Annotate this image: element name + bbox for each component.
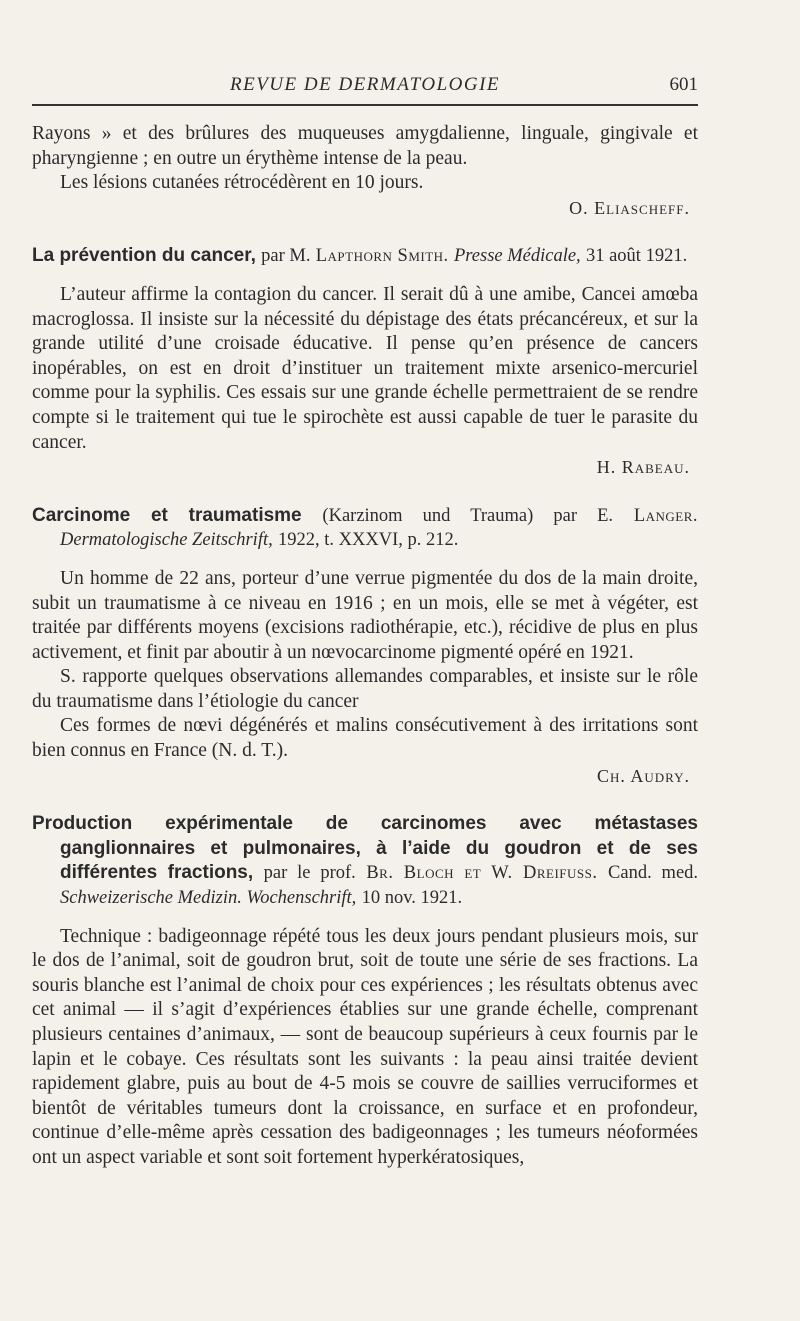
date: 31 août 1921. [585, 246, 688, 267]
date: 10 nov. 1921. [361, 888, 463, 909]
signature: O. Eliascheff. [569, 197, 690, 218]
article-paragraph: Ces formes de nœvi dégénérés et malins consécutivement à des irritations sont bien connus en France (N. d. T.). [32, 715, 698, 762]
intro-paragraph: Rayons » et des brûlures des muqueuses amygdalienne, linguale, gingivale et pharyngienne ; en outre un érythème intense de la peau. [32, 123, 698, 169]
journal: Schweizerische Medizin. Wochenschrift, [60, 888, 357, 909]
signature: Ch. Audry. [596, 765, 690, 786]
intro-paragraph-2: Les lésions cutanées rétrocédèrent en 10 jours. [60, 172, 424, 194]
article-title: Production expérimentale de carcinomes avec métastases ganglionnaires et pulmonaires, à l’aide du goudron et de ses différentes fractions, [32, 813, 698, 884]
signature: H. Rabeau. [596, 457, 690, 478]
article-title: Carcinome et traumatisme [32, 504, 302, 526]
journal: Presse Médicale, [453, 246, 581, 267]
running-title: REVUE DE DERMATOLOGIE [229, 74, 501, 95]
article-heading [32, 244, 698, 269]
article-2 [32, 504, 698, 789]
article-1 [32, 244, 698, 479]
subtitle: (Karzinom und Trauma) par E. [322, 505, 614, 526]
byline-prefix: par M. [261, 246, 311, 267]
article-paragraph: L’auteur affirme la contagion du cancer. Il serait dû à une amibe, Cancei amœba macroglossa. Il insiste sur la nécessité du dépistage des états précancéreux, et sur la grande utilité d’une croisade éducative. Il pense qu’en présence de cancers inopérables, on est en droit d’instituer un traitement mixte arsenico-mercuriel comme pour la syphilis. Ces essais sur une grande échelle permettraient de se rendre compte si le traitement qui tue le spirochète est aussi capable de tuer le parasite du cancer. [32, 283, 698, 453]
authors: Br. Bloch et W. Dreifuss. [366, 863, 598, 884]
degree: Cand. med. [608, 863, 699, 884]
page-number: 601 [669, 74, 698, 95]
article-title: La prévention du cancer, [32, 245, 256, 267]
article-heading [32, 812, 698, 910]
article-paragraph: Un homme de 22 ans, porteur d’une verrue pigmentée du dos de la main droite, subit un traumatisme à ce niveau en 1916 ; en un mois, elle se met à végéter, est traitée par différents moyens (excisions radiothérapie, etc.), récidive de plus en plus activement, et finit par aboutir à un nœvocarcinome pigmenté opéré en 1921. [32, 567, 698, 663]
article-paragraph: S. rapporte quelques observations allemandes comparables, et insiste sur le rôle du traumatisme dans l’étiologie du cancer [32, 666, 698, 712]
article-3 [32, 812, 698, 1170]
journal: Dermatologische Zeitschrift, [60, 530, 273, 551]
author: Lapthorn Smith. [315, 246, 449, 267]
content [32, 106, 698, 1171]
running-header [32, 70, 698, 106]
byline-prefix: par le prof. [263, 863, 356, 884]
author: Langer. [633, 505, 699, 526]
date: 1922, t. XXXVI, p. 212. [278, 530, 459, 551]
article-heading [32, 504, 698, 553]
page [32, 70, 698, 1171]
article-paragraph: Technique : badigeonnage répété tous les deux jours pendant plusieurs mois, sur le dos de l’animal, soit de goudron brut, soit de toute une série de ses fractions. La souris blanche est l’animal de choix pour ces expériences ; les résultats obtenus avec cet animal — il s’agit d’expériences établies sur une grande échelle, comprenant plusieurs centaines d’animaux, — sont de beaucoup supérieurs à ceux fournis par le lapin et le cobaye. Ces résultats sont les suivants : la peau ainsi traitée devient rapidement glabre, puis au bout de 4-5 mois se couvre de saillies verruciformes et bientôt de véritables tumeurs dont la croissance, en surface et en profondeur, continue d’elle-même après cessation des badigeonnages ; les tumeurs néoformées ont un aspect variable et sont soit fortement hyperkératosiques, [32, 925, 698, 1168]
